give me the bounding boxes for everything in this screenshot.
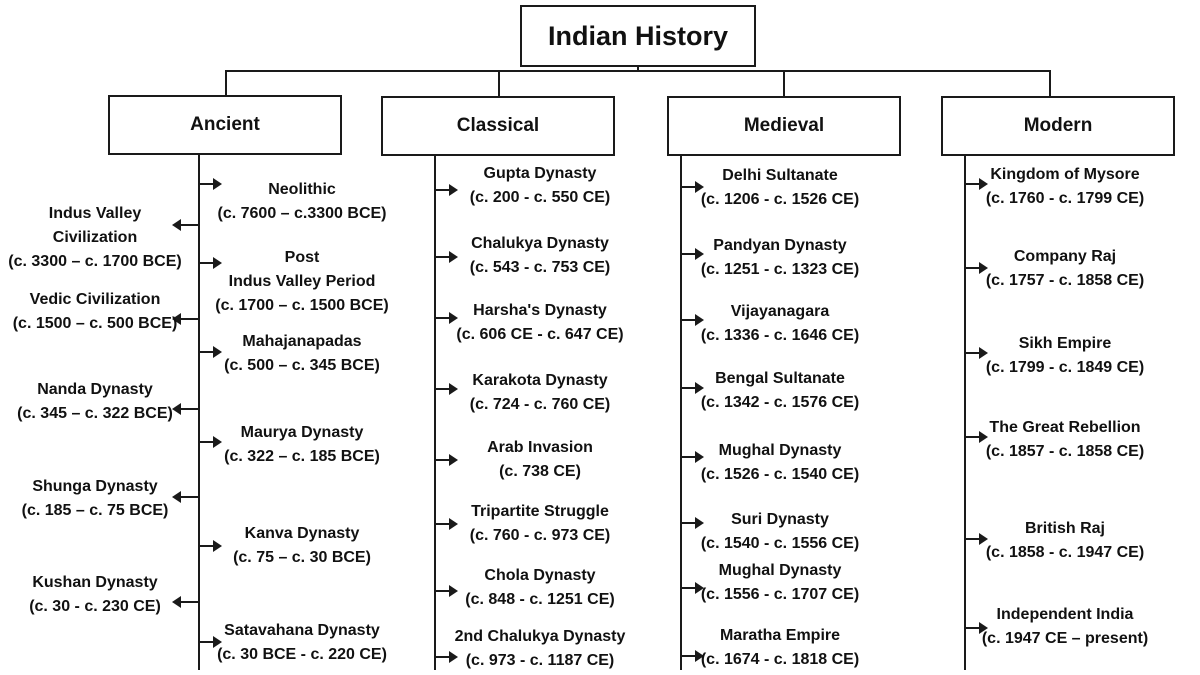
entry-name: Company Raj xyxy=(1013,248,1117,265)
arrow-right-icon xyxy=(436,388,456,390)
timeline-entry xyxy=(224,330,380,378)
entry-name: Neolithic xyxy=(268,181,336,198)
timeline-entry xyxy=(986,163,1144,211)
timeline-entry xyxy=(470,500,611,548)
root-title: Indian History xyxy=(547,20,729,51)
timeline-entry xyxy=(470,162,611,210)
entry-name: Shunga Dynasty xyxy=(32,478,158,495)
entry-name: Gupta Dynasty xyxy=(483,165,597,182)
arrow-left-icon xyxy=(174,496,198,498)
entry-date-range: (c. 3300 – c. 1700 BCE) xyxy=(8,253,182,270)
timeline-entry xyxy=(217,619,387,667)
entry-name: Maratha Empire xyxy=(719,627,841,644)
timeline-entry xyxy=(224,421,380,469)
timeline-entry xyxy=(13,288,178,336)
entry-date-range: (c. 848 - c. 1251 CE) xyxy=(465,591,615,608)
entry-date-range: (c. 345 – c. 322 BCE) xyxy=(17,405,173,422)
era-drop-modern xyxy=(1049,70,1051,97)
era-drop-medieval xyxy=(783,70,785,97)
entry-date-range: (c. 185 – c. 75 BCE) xyxy=(21,502,169,519)
entry-name: 2nd Chalukya Dynasty xyxy=(454,628,626,645)
timeline-entry xyxy=(470,369,611,417)
arrow-right-icon xyxy=(682,522,702,524)
arrow-right-icon xyxy=(682,587,702,589)
timeline-entry xyxy=(465,564,614,612)
timeline-entry xyxy=(22,475,169,523)
timeline-entry xyxy=(701,624,859,672)
arrow-left-icon xyxy=(174,318,198,320)
arrow-right-icon xyxy=(682,387,702,389)
era-connector-horizontal xyxy=(225,70,1051,72)
timeline-entry xyxy=(487,436,593,484)
timeline-entry xyxy=(29,571,161,619)
entry-date-range: (c. 543 - c. 753 CE) xyxy=(469,259,611,276)
entry-name: Chola Dynasty xyxy=(484,567,596,584)
era-drop-classical xyxy=(498,70,500,97)
arrow-right-icon xyxy=(436,189,456,191)
entry-name: Independent India xyxy=(996,606,1134,623)
timeline-entry xyxy=(986,517,1144,565)
arrow-right-icon xyxy=(200,545,220,547)
arrow-right-icon xyxy=(200,351,220,353)
arrow-right-icon xyxy=(966,183,986,185)
timeline-entry xyxy=(8,202,181,274)
timeline-entry xyxy=(701,164,859,212)
arrow-right-icon xyxy=(200,441,220,443)
arrow-left-icon xyxy=(174,408,198,410)
timeline-entry xyxy=(701,300,859,348)
entry-name: Nanda Dynasty xyxy=(37,381,153,398)
timeline-entry xyxy=(986,332,1144,380)
entry-date-range: (c. 1336 - c. 1646 CE) xyxy=(700,327,860,344)
entry-name: Bengal Sultanate xyxy=(715,370,845,387)
timeline-entry xyxy=(215,246,388,318)
entry-date-range: (c. 7600 – c.3300 BCE) xyxy=(217,205,387,222)
entry-date-range: (c. 738 CE) xyxy=(499,463,581,480)
entry-date-range: (c. 30 - c. 230 CE) xyxy=(29,598,161,615)
entry-date-range: (c. 1251 - c. 1323 CE) xyxy=(700,261,860,278)
entry-date-range: (c. 724 - c. 760 CE) xyxy=(469,396,611,413)
arrow-right-icon xyxy=(682,186,702,188)
entry-name: Mughal Dynasty xyxy=(718,442,842,459)
entry-date-range: (c. 1526 - c. 1540 CE) xyxy=(700,466,860,483)
arrow-right-icon xyxy=(436,256,456,258)
timeline-entry xyxy=(455,625,626,673)
entry-name: Pandyan Dynasty xyxy=(713,237,847,254)
timeline-entry xyxy=(17,378,173,426)
entry-date-range: (c. 1540 - c. 1556 CE) xyxy=(700,535,860,552)
arrow-right-icon xyxy=(682,253,702,255)
era-drop-ancient xyxy=(225,70,227,96)
entry-name: Civilization xyxy=(52,229,138,246)
timeline-spine-modern xyxy=(964,156,966,670)
entry-name: Mughal Dynasty xyxy=(718,562,842,579)
entry-name: Delhi Sultanate xyxy=(722,167,838,184)
entry-date-range: (c. 200 - c. 550 CE) xyxy=(469,189,611,206)
entry-name: Tripartite Struggle xyxy=(471,503,609,520)
arrow-right-icon xyxy=(966,352,986,354)
entry-date-range: (c. 973 - c. 1187 CE) xyxy=(465,652,615,669)
entry-date-range: (c. 1760 - c. 1799 CE) xyxy=(985,190,1145,207)
entry-date-range: (c. 1857 - c. 1858 CE) xyxy=(985,443,1145,460)
arrow-right-icon xyxy=(682,319,702,321)
entry-name: Vijayanagara xyxy=(730,303,830,320)
entry-name: Arab Invasion xyxy=(487,439,593,456)
timeline-entry xyxy=(701,234,859,282)
entry-date-range: (c. 1206 - c. 1526 CE) xyxy=(700,191,860,208)
timeline-entry xyxy=(218,178,387,226)
entry-date-range: (c. 1700 – c. 1500 BCE) xyxy=(215,297,389,314)
timeline-entry xyxy=(233,522,371,570)
entry-date-range: (c. 1674 - c. 1818 CE) xyxy=(700,651,860,668)
entry-date-range: (c. 322 – c. 185 BCE) xyxy=(224,448,380,465)
timeline-entry xyxy=(986,416,1144,464)
arrow-right-icon xyxy=(966,267,986,269)
arrow-right-icon xyxy=(682,456,702,458)
era-label-modern: Modern xyxy=(1023,115,1093,136)
timeline-spine-ancient xyxy=(198,155,200,670)
entry-date-range: (c. 1500 – c. 500 BCE) xyxy=(12,315,178,332)
era-box-modern xyxy=(941,96,1175,156)
era-box-medieval xyxy=(667,96,901,156)
entry-date-range: (c. 760 - c. 973 CE) xyxy=(469,527,611,544)
arrow-right-icon xyxy=(436,459,456,461)
entry-name: Kingdom of Mysore xyxy=(990,166,1140,183)
era-label-classical: Classical xyxy=(456,115,540,136)
timeline-spine-classical xyxy=(434,156,436,670)
entry-name: Harsha's Dynasty xyxy=(473,302,607,319)
entry-name: Maurya Dynasty xyxy=(240,424,364,441)
era-label-medieval: Medieval xyxy=(743,115,825,136)
timeline-entry xyxy=(701,439,859,487)
entry-date-range: (c. 1858 - c. 1947 CE) xyxy=(985,544,1145,561)
arrow-right-icon xyxy=(436,590,456,592)
arrow-right-icon xyxy=(436,523,456,525)
timeline-entry xyxy=(701,508,859,556)
entry-name: Satavahana Dynasty xyxy=(224,622,380,639)
entry-name: Karakota Dynasty xyxy=(472,372,608,389)
era-box-ancient xyxy=(108,95,342,155)
entry-date-range: (c. 1556 - c. 1707 CE) xyxy=(700,586,860,603)
entry-date-range: (c. 606 CE - c. 647 CE) xyxy=(456,326,624,343)
entry-name: Suri Dynasty xyxy=(731,511,829,528)
entry-date-range: (c. 1757 - c. 1858 CE) xyxy=(985,272,1145,289)
root-title-box xyxy=(520,5,756,67)
entry-date-range: (c. 1799 - c. 1849 CE) xyxy=(985,359,1145,376)
timeline-entry xyxy=(701,367,859,415)
timeline-entry xyxy=(470,232,611,280)
arrow-right-icon xyxy=(966,538,986,540)
entry-name: Kanva Dynasty xyxy=(244,525,360,542)
era-box-classical xyxy=(381,96,615,156)
timeline-spine-medieval xyxy=(680,156,682,670)
entry-name: Indus Valley xyxy=(48,205,142,222)
entry-name: Indus Valley Period xyxy=(228,273,376,290)
entry-date-range: (c. 30 BCE - c. 220 CE) xyxy=(217,646,387,663)
entry-name: Kushan Dynasty xyxy=(32,574,158,591)
timeline-entry xyxy=(456,299,623,347)
entry-date-range: (c. 1947 CE – present) xyxy=(981,630,1149,647)
arrow-right-icon xyxy=(682,655,702,657)
arrow-right-icon xyxy=(436,656,456,658)
entry-name: Vedic Civilization xyxy=(29,291,161,308)
timeline-entry xyxy=(701,559,859,607)
entry-name: Post xyxy=(284,249,320,266)
arrow-right-icon xyxy=(966,436,986,438)
arrow-right-icon xyxy=(436,317,456,319)
entry-name: Sikh Empire xyxy=(1018,335,1112,352)
entry-date-range: (c. 1342 - c. 1576 CE) xyxy=(700,394,860,411)
entry-date-range: (c. 500 – c. 345 BCE) xyxy=(224,357,380,374)
entry-date-range: (c. 75 – c. 30 BCE) xyxy=(233,549,371,566)
timeline-entry xyxy=(986,245,1144,293)
entry-name: Chalukya Dynasty xyxy=(471,235,609,252)
timeline-entry xyxy=(982,603,1148,651)
entry-name: Mahajanapadas xyxy=(242,333,362,350)
era-label-ancient: Ancient xyxy=(190,114,260,135)
entry-name: The Great Rebellion xyxy=(989,419,1141,436)
arrow-left-icon xyxy=(174,601,198,603)
entry-name: British Raj xyxy=(1024,520,1105,537)
